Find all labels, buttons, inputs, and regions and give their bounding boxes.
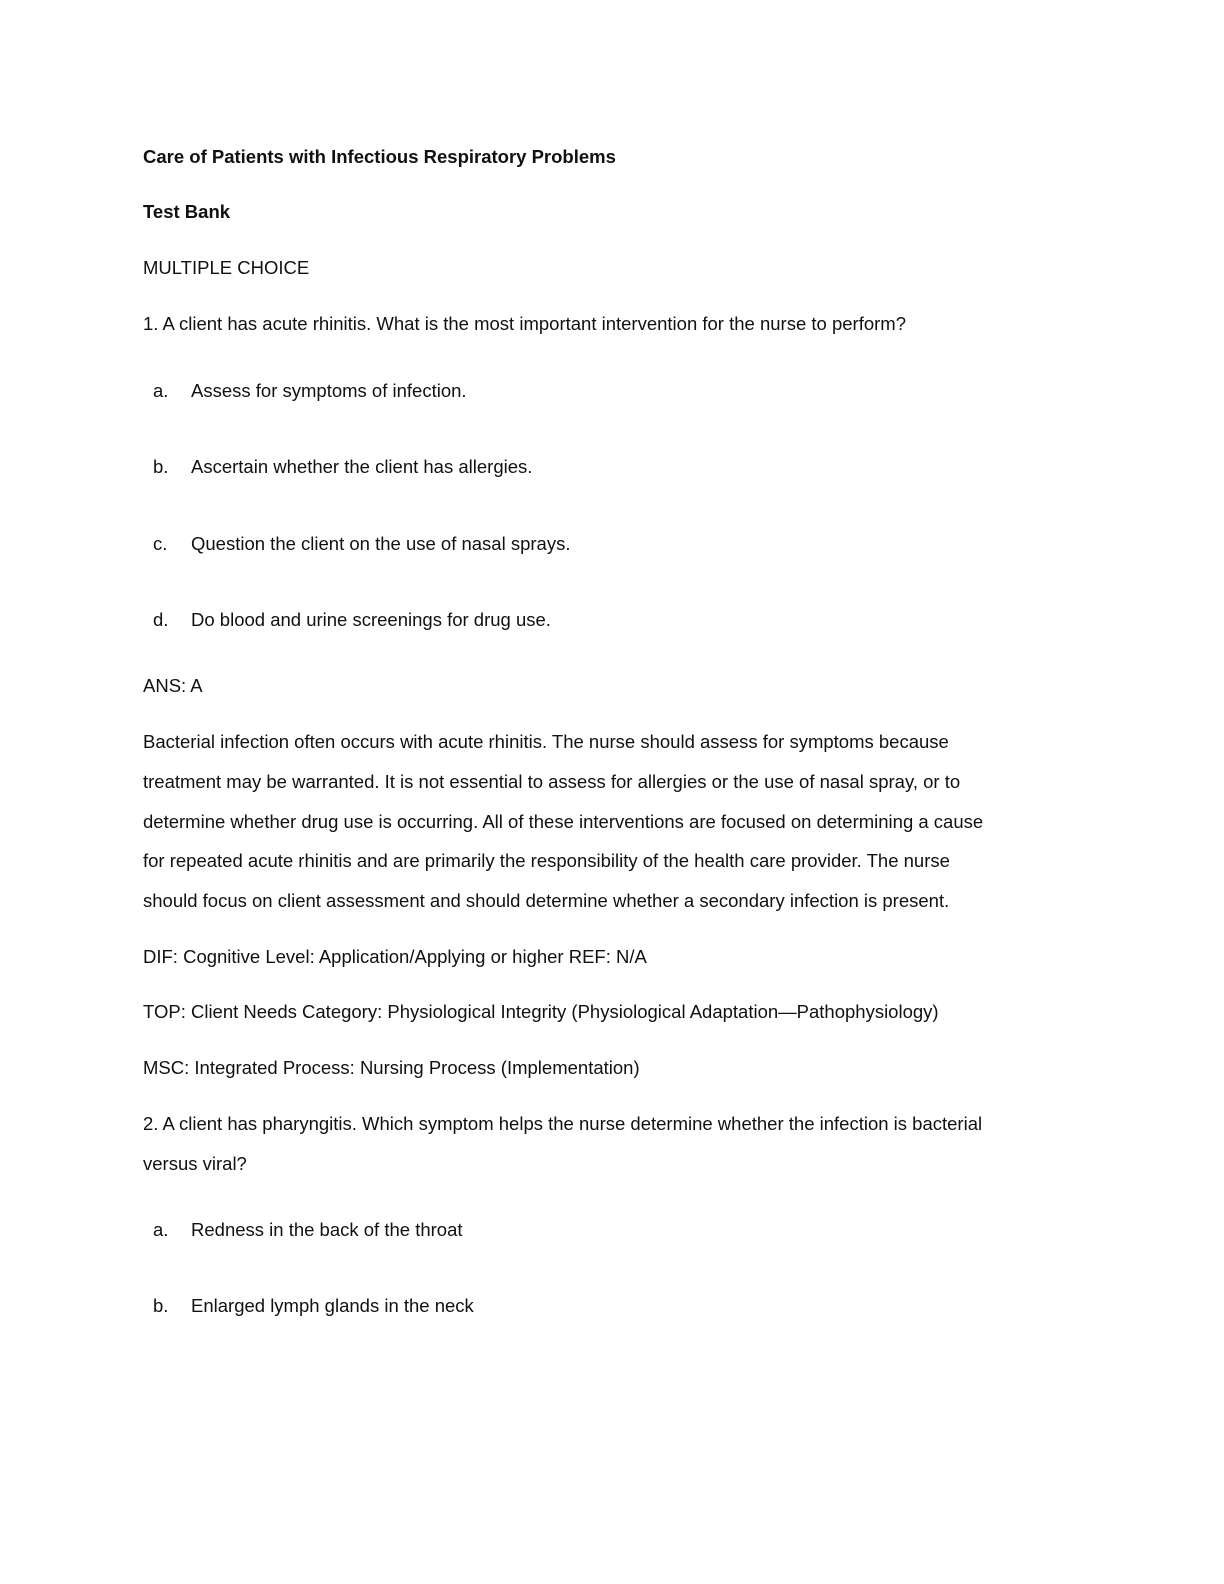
option-text: Ascertain whether the client has allergies. [191,456,533,477]
section-heading: MULTIPLE CHOICE [143,257,310,278]
option-letter: c. [153,533,168,554]
option-text: Enlarged lymph glands in the neck [191,1295,474,1316]
rationale [143,722,1073,921]
rationale-line: Bacterial infection often occurs with acute rhinitis. The nurse should assess for symptoms because [143,731,949,752]
document-title: Care of Patients with Infectious Respiratory Problems [143,146,616,167]
option-letter: a. [153,380,169,401]
question-stem: 1. A client has acute rhinitis. What is the most important intervention for the nurse to perform? [143,313,906,334]
topic-metadata: TOP: Client Needs Category: Physiological Integrity (Physiological Adaptation—Pathophysiology) [143,1001,939,1022]
option-letter: a. [153,1219,169,1240]
option-text: Assess for symptoms of infection. [191,380,467,401]
option-letter: b. [153,1295,169,1316]
option-letter: b. [153,456,169,477]
rationale-line: determine whether drug use is occurring. All of these interventions are focused on determining a cause [143,810,984,832]
rationale-line: for repeated acute rhinitis and are primarily the responsibility of the health care provider. The nurse [143,850,950,872]
option-text: Question the client on the use of nasal sprays. [191,533,571,554]
question-stem-line: 2. A client has pharyngitis. Which symptom helps the nurse determine whether the infection is bacterial [143,1113,983,1134]
option-letter: d. [153,609,169,630]
question-stem-line: versus viral? [143,1152,247,1174]
process-metadata: MSC: Integrated Process: Nursing Process (Implementation) [143,1057,640,1078]
question-stem [143,1104,1073,1184]
option-text: Redness in the back of the throat [191,1219,463,1240]
answer-key: ANS: A [143,675,203,696]
document-subtitle: Test Bank [143,201,231,222]
rationale-line: should focus on client assessment and should determine whether a secondary infection is present. [143,890,950,912]
rationale-line: treatment may be warranted. It is not essential to assess for allergies or the use of nasal spray, or to [143,770,961,792]
option-text: Do blood and urine screenings for drug use. [191,609,551,630]
difficulty-metadata: DIF: Cognitive Level: Application/Applying or higher REF: N/A [143,946,647,967]
